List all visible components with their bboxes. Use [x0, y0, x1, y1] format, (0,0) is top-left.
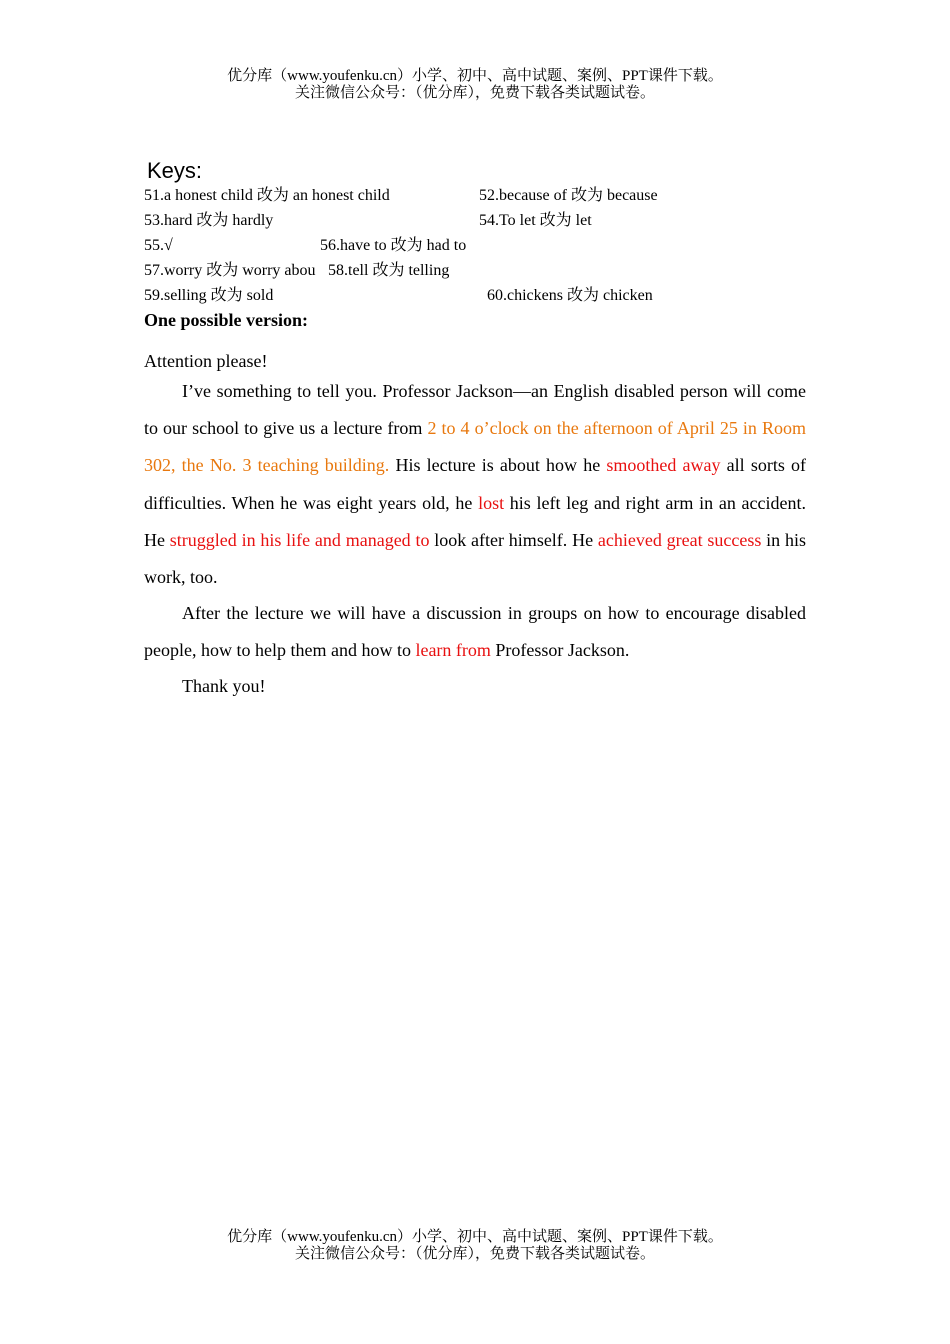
essay-closing: Thank you!: [182, 676, 266, 696]
key-60: 60.chickens 改为 chicken: [487, 287, 653, 304]
key-53: 53.hard 改为 hardly: [144, 212, 274, 229]
text-run: After the lecture we will have a discussion in groups on how to encourage disabled people, how to help them and how to: [144, 603, 806, 661]
highlight-phrase: smoothed away: [606, 455, 721, 476]
text-run: all sorts of difficulties. When he was eight years old, he: [144, 455, 806, 513]
key-54: 54.To let 改为 let: [479, 212, 592, 229]
essay-heading: One possible version:: [144, 310, 309, 330]
highlight-phrase: lost: [478, 492, 505, 513]
key-56: 56.have to 改为 had to: [320, 237, 467, 254]
essay-greeting: Attention please!: [144, 351, 268, 371]
text-run: in his work, too.: [144, 529, 806, 588]
essay-paragraph-1: [144, 373, 806, 596]
text-run: Professor Jackson.: [490, 640, 630, 661]
text-run: his left leg and right arm in an accident. He: [144, 492, 807, 550]
highlight-phrase: achieved great success: [597, 529, 762, 550]
page-header: [0, 68, 950, 102]
highlight-phrase: learn from: [415, 640, 491, 661]
key-57: 57.worry 改为 worry abou: [144, 262, 316, 279]
highlight-phrase: struggled in his life and managed to: [169, 529, 430, 550]
footer-line-1: 优分库（www.youfenku.cn）小学、初中、高中试题、案例、PPT课件下载。: [227, 1229, 723, 1245]
header-line-1: 优分库（www.youfenku.cn）小学、初中、高中试题、案例、PPT课件下载。: [227, 68, 723, 84]
key-59: 59.selling 改为 sold: [144, 287, 274, 304]
text-run: look after himself. He: [429, 529, 598, 550]
highlight-time-place: 2 to 4 o’clock on the afternoon of April 25 in Room 302, the No. 3 teaching building.: [144, 418, 806, 476]
key-52: 52.because of 改为 because: [479, 187, 658, 204]
page-footer: [0, 1229, 950, 1263]
key-51: 51.a honest child 改为 an honest child: [144, 187, 390, 204]
header-line-2: 关注微信公众号：（优分库），免费下载各类试题试卷。: [294, 85, 655, 101]
text-run: I’ve something to tell you. Professor Jackson—an English disabled person will come to our school to give us a lecture from: [144, 381, 806, 439]
key-55: 55.√: [144, 237, 173, 254]
key-58: 58.tell 改为 telling: [328, 262, 450, 279]
text-run: His lecture is about how he: [389, 455, 607, 476]
essay-paragraph-2: [144, 595, 806, 669]
footer-line-2: 关注微信公众号：（优分库），免费下载各类试题试卷。: [294, 1246, 655, 1262]
keys-title: Keys:: [147, 158, 203, 183]
